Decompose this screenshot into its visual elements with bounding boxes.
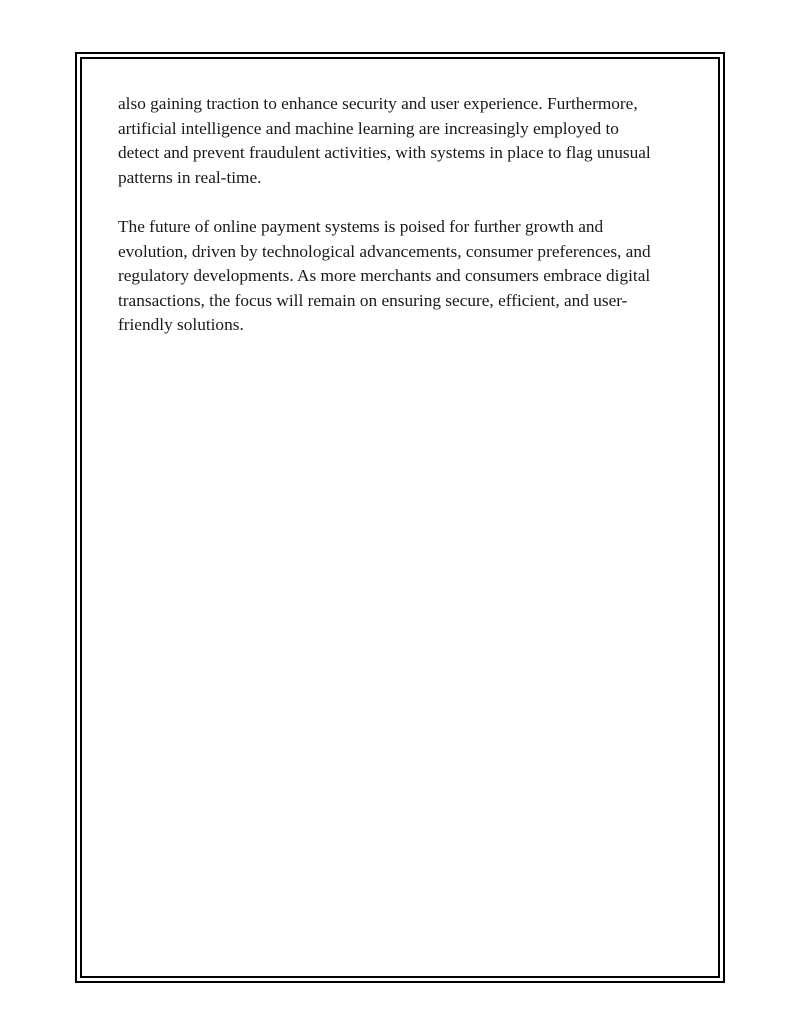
text-line: The future of online payment systems is poised for further growth and	[118, 216, 604, 236]
page-body	[118, 92, 688, 363]
text-line: regulatory developments. As more merchants and consumers embrace digital	[118, 266, 651, 286]
text-line: artificial intelligence and machine learning are increasingly employed to	[118, 118, 619, 138]
text-line: also gaining traction to enhance security and user experience. Furthermore,	[118, 94, 638, 113]
paragraph-2	[118, 215, 688, 338]
text-line: transactions, the focus will remain on ensuring secure, efficient, and user-	[118, 290, 628, 310]
text-line: friendly solutions.	[118, 315, 244, 335]
text-line: evolution, driven by technological advancements, consumer preferences, and	[118, 241, 651, 261]
text-line: detect and prevent fraudulent activities, with systems in place to flag unusual	[118, 143, 651, 163]
text-line: patterns in real-time.	[118, 167, 262, 187]
paragraph-1	[118, 92, 688, 190]
